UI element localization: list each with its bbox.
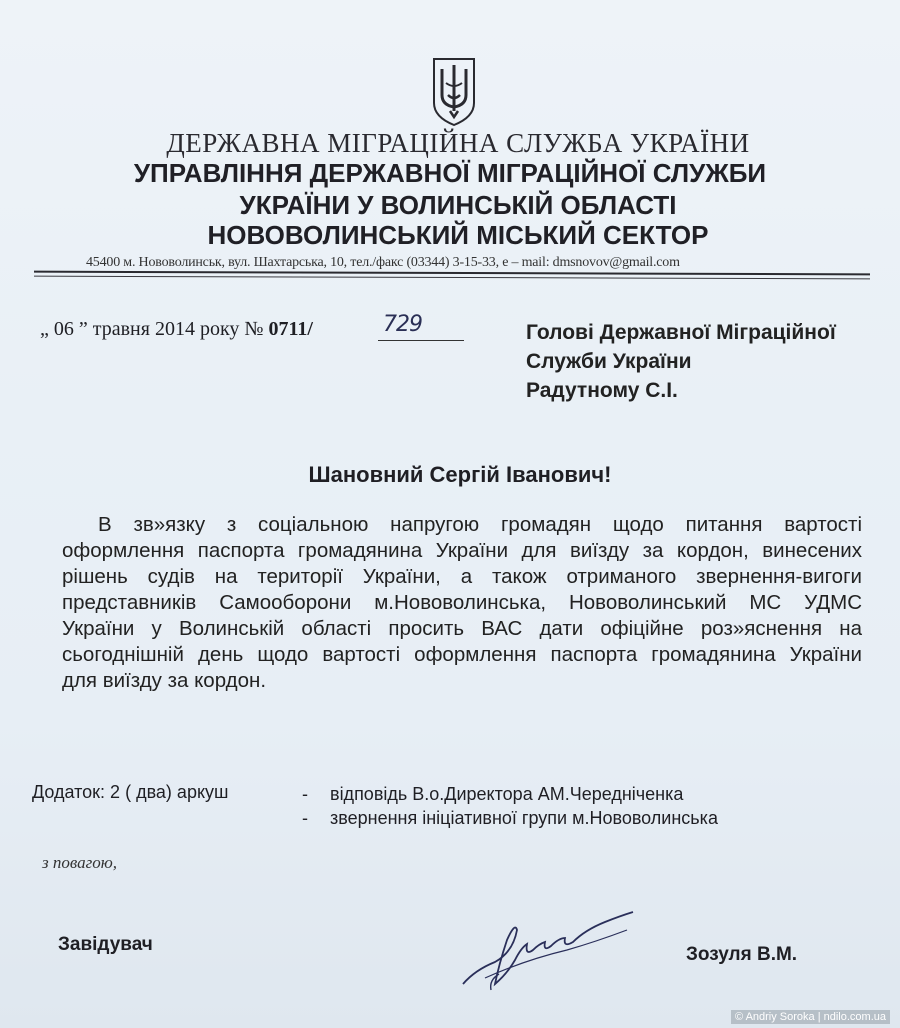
- addressee-line: Служби України: [526, 350, 692, 373]
- regards: з повагою,: [42, 853, 118, 872]
- attachment-item: [302, 782, 718, 806]
- number-underline: [378, 340, 464, 341]
- addressee-line: Радутному С.І.: [526, 379, 678, 402]
- body-line: України у Волинській області просить ВАС дати офіційне роз»яснення на: [62, 617, 862, 640]
- list-dash: -: [302, 808, 308, 828]
- addressee-line: Голові Державної Міграційної: [526, 321, 836, 344]
- region-name: УКРАЇНИ У ВОЛИНСЬКІЙ ОБЛАСТІ: [239, 190, 677, 220]
- body-line: сьогоднішній день щодо вартості оформлення паспорта громадянина України: [62, 643, 862, 666]
- header-rule: [34, 271, 870, 276]
- attachment-text: звернення ініціативної групи м.Нововолинська: [330, 808, 718, 828]
- addressee-block: [526, 318, 836, 405]
- photo-credit: © Andriy Soroka | ndilo.com.ua: [731, 1010, 890, 1024]
- attachment-item: [302, 806, 718, 830]
- attachment-text: відповідь В.о.Директора АМ.Чередніченка: [330, 784, 684, 804]
- signer-name: Зозуля В.М.: [686, 944, 798, 965]
- body-line: представників Самооборони м.Нововолинська, Нововолинський МС УДМС: [62, 591, 862, 614]
- date-text: „ 06 ” травня 2014 року №: [40, 318, 264, 340]
- sector-name: НОВОВОЛИНСЬКИЙ МІСЬКИЙ СЕКТОР: [207, 220, 709, 250]
- handwritten-number: 729: [383, 312, 422, 337]
- body-line: для виїзду за кордон.: [62, 669, 267, 692]
- body-line: оформлення паспорта громадянина України для виїзду за кордон, винесених: [62, 539, 862, 562]
- body-line: В зв»язку з соціальною напругою громадян щодо питання вартості: [98, 513, 862, 536]
- handwritten-signature: [455, 900, 645, 1000]
- trident-coat-of-arms-icon: [428, 55, 480, 127]
- attachments-label: Додаток: 2 ( два) аркуш: [32, 782, 229, 802]
- date-and-number: [40, 318, 313, 341]
- signer-title: Завідувач: [58, 934, 153, 955]
- department-name: УПРАВЛІННЯ ДЕРЖАВНОЇ МІГРАЦІЙНОЇ СЛУЖБИ: [133, 158, 767, 188]
- header-rule-thin: [34, 276, 870, 280]
- salutation: Шановний Сергій Іванович!: [308, 462, 612, 487]
- attachments-list: [302, 782, 718, 830]
- outgoing-number: 0711/: [268, 318, 313, 340]
- body-line: рішень судів на території України, а також отриманого звернення-вигоги: [62, 565, 862, 588]
- ministry-name: ДЕРЖАВНА МІГРАЦІЙНА СЛУЖБА УКРАЇНИ: [166, 128, 750, 158]
- contact-line: 45400 м. Нововолинськ, вул. Шахтарська, 10, тел./факс (03344) 3-15-33, е – mail: dmsnovov@gmail.com: [86, 255, 680, 270]
- list-dash: -: [302, 784, 308, 804]
- letter-body: [62, 512, 862, 694]
